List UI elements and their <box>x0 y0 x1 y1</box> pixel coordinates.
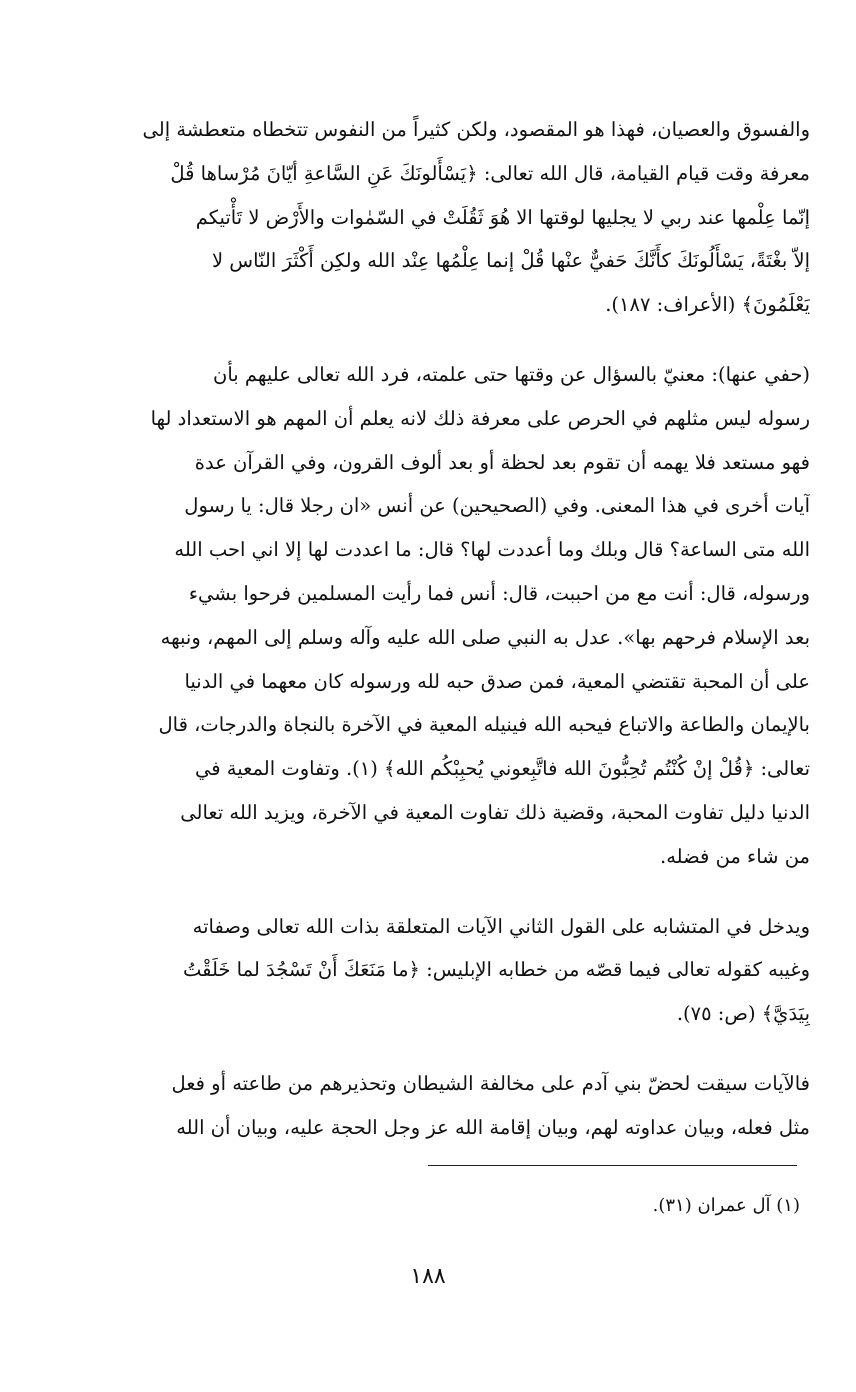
text-line: الله متى الساعة؟ قال وبلك وما أعددت لها؟ قال: ما اعددت لها إلا اني احب الله <box>174 538 810 562</box>
paragraph-1 <box>62 108 810 327</box>
text-line: على أن المحبة تقتضي المعية، فمن صدق حبه لله ورسوله كان معهما في الدنيا <box>184 669 810 693</box>
page-number: ١٨٨ <box>410 1264 446 1289</box>
text-line: ويدخل في المتشابه على القول الثاني الآيات المتعلقة بذات الله تعالى وصفاته <box>192 914 810 938</box>
footnote-divider <box>428 1165 797 1166</box>
text-line: من شاء من فضله. <box>660 844 810 868</box>
text-line: إلاّ بغْتَةً، يَسْأَلُونَكَ كأَنَّكَ حَفيٌّ عنْها قُلْ إنما عِلْمُها عِنْد الله ولكِن أَكْثَرَ النّاس لا <box>211 249 810 273</box>
text-line: إنّما عِلْمها عند ربي لا يجليها لوقتها الا هُوَ ثَقُلَتْ في السّمٰوات والأَرْض لا تَأْتيكم <box>195 205 810 229</box>
text-line: بعد الإسلام فرحهم بها». عدل به النبي صلى الله عليه وآله وسلم إلى المهم، ونبهه <box>160 625 810 649</box>
text-line: مثل فعله، وبيان عداوته لهم، وبيان إقامة الله عز وجل الحجة عليه، وبيان أن الله <box>176 1115 810 1139</box>
text-line: فالآيات سيقت لحضّ بني آدم على مخالفة الشيطان وتحذيرهم من طاعته أو فعل <box>171 1071 810 1095</box>
paragraph-4 <box>62 1062 810 1150</box>
text-line: يَعْلَمُونَ﴾ (الأعراف: ١٨٧). <box>605 293 810 317</box>
text-line: فهو مستعد فلا يهمه أن تقوم بعد لحظة أو بعد ألوف القرون، وفي القرآن عدة <box>194 450 810 474</box>
text-line: وغيبه كقوله تعالى فيما قصّه من خطابه الإبليس: ﴿ما مَنَعَكَ أَنْ تَسْجُدَ لما خَلَقْتُ <box>182 958 810 982</box>
paragraph-2 <box>62 353 810 879</box>
text-line: بِيَدَيَّ﴾ (ص: ٧٥). <box>676 1002 810 1026</box>
text-line: آيات أخرى في هذا المعنى. وفي (الصحيحين) عن أنس «ان رجلا قال: يا رسول <box>184 494 810 518</box>
text-line: معرفة وقت قيام القيامة، قال الله تعالى: ﴿يَسْأَلونَكَ عَنِ السَّاعةِ أيّانَ مُرْساها قُلْ <box>170 161 810 185</box>
text-line: الدنيا دليل تفاوت المحبة، وقضية ذلك تفاوت المعية في الآخرة، ويزيد الله تعالى <box>180 800 810 824</box>
text-line: تعالى: ﴿قُلْ إنْ كُنْتُم تُحِبُّونَ الله فاتَّبِعوني يُحبِبْكُم الله﴾ (١). وتفاوت المعية في <box>194 757 810 781</box>
body-text <box>62 108 810 1176</box>
text-line: ورسوله، قال: أنت مع من احببت، قال: أنس فما رأيت المسلمين فرحوا بشيء <box>188 581 810 605</box>
paragraph-3 <box>62 905 810 1036</box>
text-line: والفسوق والعصيان، فهذا هو المقصود، ولكن كثيراً من النفوس تتخطاه متعطشة إلى <box>142 118 810 141</box>
text-line: رسوله ليس مثلهم في الحرص على معرفة ذلك لانه يعلم أن المهم هو الاستعداد لها <box>150 406 810 430</box>
text-line: بالإيمان والطاعة والاتباع فيحبه الله فينيله المعية في الآخرة بالنجاة والدرجات، قال <box>158 713 810 737</box>
footnote: (١) آل عمران (٣١). <box>652 1195 800 1216</box>
text-line: (حفي عنها): معنيّ بالسؤال عن وقتها حتى علمته، فرد الله تعالى عليهم بأن <box>213 362 810 386</box>
